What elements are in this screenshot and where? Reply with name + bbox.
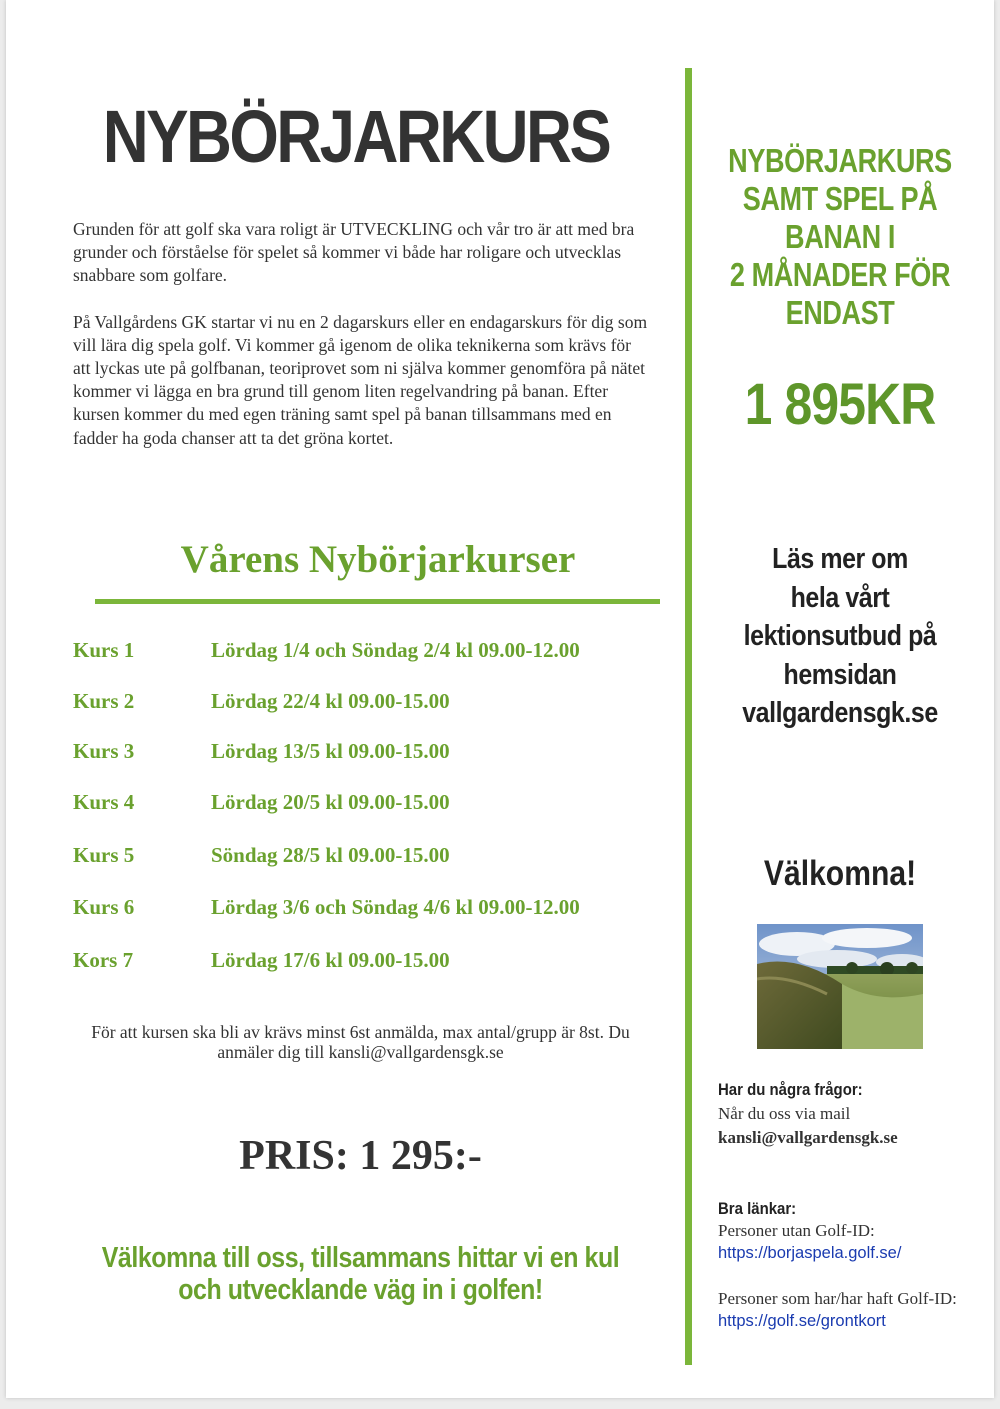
questions-text: Når du oss via mail (718, 1104, 851, 1123)
course-row (73, 950, 673, 971)
intro-paragraph-2: På Vallgårdens GK startar vi nu en 2 dagarskurs eller en endagarskurs för dig som vill lära dig spela golf. Vi kommer gå igenom de olika teknikerna som krävs för att lyckas ute på golfbanan, teoriprovet som ni själva kommer genomföra på nätet kommer vi lägga en bra grund till genom liten regelvandring på banan. Efter kursen kommer du med egen träning samt spel på banan tillsammans med en fadder ha goda chanser att ta det gröna kortet. (73, 311, 648, 448)
course-row (73, 897, 673, 918)
read-more-text (720, 540, 959, 733)
courses-heading: Vårens Nybörjarkurser (180, 538, 576, 581)
course-label: Kors 7 (73, 948, 134, 972)
course-row (73, 640, 673, 661)
course-label: Kurs 5 (73, 843, 135, 867)
links-box (718, 1198, 988, 1332)
course-date: Lördag 13/5 kl 09.00-15.00 (211, 739, 450, 763)
course-row (73, 845, 673, 866)
borjaspela-link[interactable]: https://borjaspela.golf.se/ (718, 1244, 902, 1262)
offer-line: ENDAST (785, 294, 895, 331)
heading-divider (95, 599, 660, 604)
offer-line: 2 MÅNADER FÖR (729, 256, 951, 293)
offer-line: NYBÖRJARKURS (728, 142, 952, 179)
questions-heading: Har du några frågor: (718, 1080, 863, 1099)
read-more-line: lektionsutbud på (743, 620, 937, 652)
signup-note: För att kursen ska bli av krävs minst 6st anmälda, max antal/grupp är 8st. Du anmäler dig till kansli@vallgardensgk.se (91, 1022, 630, 1062)
closing-message: Välkomna till oss, tillsammans hittar vi en kul och utvecklande väg in i golfen! (101, 1242, 620, 1306)
read-more-line: hela vårt (790, 581, 890, 614)
golf-course-photo (757, 924, 923, 1049)
course-price: PRIS: 1 295:- (239, 1133, 482, 1179)
course-row (73, 741, 673, 762)
welcome-text: Välkomna! (763, 854, 917, 893)
course-date: Lördag 3/6 och Söndag 4/6 kl 09.00-12.00 (211, 895, 580, 919)
offer-price: 1 895KR (744, 372, 936, 437)
column-divider (685, 68, 692, 1365)
read-more-line: hemsidan (783, 658, 897, 691)
intro-paragraph-1: Grunden för att golf ska vara roligt är UTVECKLING och vår tro är att med bra grunder och förståelse för spelet så kommer vi både har roligare och utvecklas snabbare som golfare. (73, 219, 635, 286)
offer-heading (726, 142, 954, 332)
grontkort-link[interactable]: https://golf.se/grontkort (718, 1312, 886, 1330)
page-title: NYBÖRJARKURS (102, 95, 610, 178)
course-label: Kurs 4 (73, 790, 135, 814)
course-date: Söndag 28/5 kl 09.00-15.00 (211, 843, 450, 867)
course-label: Kurs 6 (73, 895, 135, 919)
link1-description: Personer utan Golf-ID: (718, 1221, 875, 1240)
course-date: Lördag 20/5 kl 09.00-15.00 (211, 790, 450, 814)
intro-text (73, 218, 648, 473)
course-label: Kurs 2 (73, 689, 135, 713)
links-heading: Bra länkar: (718, 1199, 797, 1218)
contact-box (718, 1078, 988, 1150)
course-date: Lördag 17/6 kl 09.00-15.00 (211, 948, 450, 972)
link2-description: Personer som har/har haft Golf-ID: (718, 1289, 957, 1308)
read-more-line: Läs mer om (772, 543, 908, 575)
course-label: Kurs 3 (73, 739, 135, 763)
course-date: Lördag 1/4 och Söndag 2/4 kl 09.00-12.00 (211, 638, 580, 662)
offer-line: SAMT SPEL PÅ (742, 180, 938, 217)
course-row (73, 792, 673, 813)
course-row (73, 691, 673, 712)
course-date: Lördag 22/4 kl 09.00-15.00 (211, 689, 450, 713)
offer-line: BANAN I (785, 218, 895, 255)
website-link[interactable]: vallgardensgk.se (742, 697, 938, 729)
contact-email[interactable]: kansli@vallgardensgk.se (718, 1128, 898, 1147)
flyer-page (6, 0, 994, 1398)
course-label: Kurs 1 (73, 638, 135, 662)
